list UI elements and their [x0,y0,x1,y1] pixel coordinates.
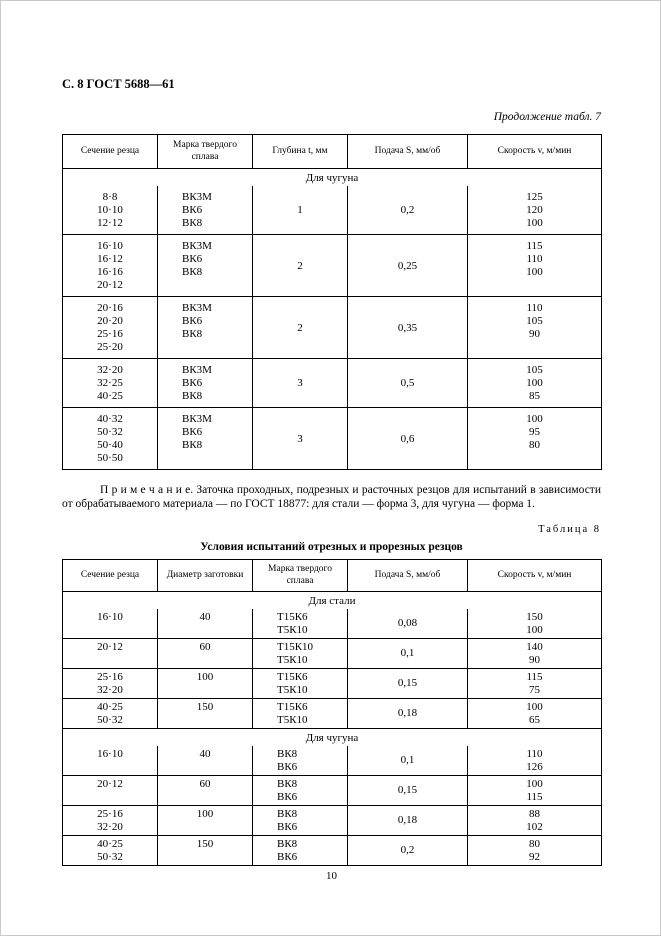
cell-line: Т15К6 [277,611,308,623]
cell-line: ВК8 [182,217,203,229]
table-cell [348,408,468,470]
table-section-label: Для чугуна [305,172,359,184]
cell-line: 102 [526,820,543,833]
cell-line: Т5К10 [277,713,308,726]
cell-line: ВК3М [182,413,212,425]
table-section-label: Для чугуна [63,729,602,747]
table-cell [468,776,602,806]
table-cell [158,699,253,729]
cell-line: 16·16 [97,266,123,278]
table-cell [158,746,253,776]
cell-line: 110 [526,302,543,314]
cell-line: 20·12 [97,641,123,653]
table-8-row [63,746,602,776]
table-8-body [63,592,602,866]
table-cell [348,669,468,699]
table-cell [158,669,253,699]
cell-line: 25·16 [97,328,123,340]
cell-line: 20·12 [97,778,123,790]
table-7-row-group [63,297,602,359]
table-cell [253,639,348,669]
cell-line: 150 [526,611,543,623]
cell-line: 100 [526,217,543,229]
cell-line: 150 [196,701,214,713]
cell-line: 25·16 [97,671,123,683]
table-section-row [63,729,602,747]
cell-line: 0,1 [400,647,415,660]
cell-line: ВК8 [182,328,203,340]
cell-line: ВК3М [182,240,212,252]
document-header: С. 8 ГОСТ 5688—61 [62,77,175,91]
cell-line: ВК8 [277,778,298,790]
table-8-header-row [63,560,602,592]
table-8-row [63,669,602,699]
table-cell [158,806,253,836]
table-cell [253,609,348,639]
column-header-feed: Подача S, мм/об [348,135,468,169]
column-header-mark: Марка твердого сплава [158,135,253,169]
cell-line: ВК8 [182,439,203,451]
cell-line: 2 [297,259,303,272]
column-header-section: Сечение резца [63,560,158,592]
table-8-row [63,806,602,836]
table-cell [348,746,468,776]
table-8-title: Условия испытаний отрезных и прорезных резцов [200,541,463,553]
cell-line: 0,08 [397,617,418,630]
cell-line: 0,1 [400,754,415,767]
cell-line: 0,5 [400,377,415,389]
cell-line: 100 [526,413,543,425]
cell-line: 100 [526,778,543,790]
table-cell [253,746,348,776]
cell-line: 50·50 [97,452,123,464]
cell-line: ВК6 [277,760,298,773]
cell-line: 92 [529,850,540,863]
cell-line: 60 [199,778,211,790]
table-cell [468,609,602,639]
table-7-row-group [63,235,602,297]
cell-line: 40·25 [97,701,123,713]
cell-line: 16·10 [97,611,123,623]
note-paragraph: П р и м е ч а н и е. Заточка проходных, подрезных и расточных резцов для испытаний в зависимости от обрабатываемого материала — по ГОСТ 18877: для стали — форма 3, для чугуна — форма 1. [62,484,601,510]
table-cell [348,186,468,235]
cell-line: 88 [529,808,540,820]
cell-line: ВК8 [182,390,203,402]
table-cell [253,408,348,470]
cell-line: 120 [526,204,543,216]
table-cell [158,639,253,669]
cell-line: ВК6 [182,315,203,327]
cell-line: 32·20 [97,683,123,696]
table-8 [62,559,602,866]
column-header-mark: Марка твердого сплава [253,560,348,592]
cell-line: ВК6 [277,790,298,803]
cell-line: 115 [526,671,543,683]
cell-line: 2 [297,321,303,334]
table-cell [253,359,348,408]
cell-line: 40·25 [97,838,123,850]
table-cell [348,776,468,806]
page-number: 10 [326,870,337,882]
cell-line: 60 [199,641,211,653]
table-cell [348,639,468,669]
cell-line: Т5К10 [277,653,308,666]
cell-line: 125 [526,191,543,203]
table-section-label: Для стали [308,595,356,607]
cell-line: 32·25 [97,377,123,389]
table-cell [348,235,468,297]
cell-line: 0,18 [397,707,418,720]
table-8-label: Таблица 8 [538,524,601,535]
table-cell [63,639,158,669]
column-header-speed: Скорость v, м/мин [468,560,602,592]
cell-line: 50·32 [97,713,123,726]
cell-line: 80 [529,838,540,850]
cell-line: ВК6 [277,850,298,863]
cell-line: 100 [526,266,543,278]
table-8-row [63,609,602,639]
table-cell [468,186,602,235]
cell-line: ВК8 [182,266,203,278]
cell-line: 0,2 [400,204,415,216]
table-cell [63,776,158,806]
table-8-row [63,776,602,806]
table-cell [63,408,158,470]
table-cell [158,609,253,639]
table-cell [158,408,253,470]
table-cell [63,297,158,359]
table-cell [253,669,348,699]
table-cell [158,235,253,297]
cell-line: Т15К6 [277,701,308,713]
cell-line: 90 [529,328,540,340]
cell-line: ВК6 [182,253,203,265]
cell-line: ВК3М [182,191,212,203]
table-cell [253,235,348,297]
cell-line: ВК8 [277,838,298,850]
table-cell [158,297,253,359]
cell-line: ВК6 [182,426,203,438]
table-cell [468,639,602,669]
table-cell [158,836,253,866]
cell-line: 50·32 [97,426,123,438]
table-cell [63,836,158,866]
cell-line: 85 [529,390,540,402]
cell-line: 140 [526,641,543,653]
table-cell [253,776,348,806]
table-8-row [63,639,602,669]
cell-line: 105 [526,315,543,327]
cell-line: 40 [199,611,211,623]
cell-line: 3 [297,377,303,389]
table-cell [253,699,348,729]
cell-line: 0,35 [397,321,418,334]
table-cell [348,609,468,639]
column-header-feed: Подача S, мм/об [348,560,468,592]
table-cell [253,297,348,359]
cell-line: 100 [526,623,543,636]
cell-line: 100 [526,377,543,389]
table-cell [158,186,253,235]
cell-line: ВК6 [182,204,203,216]
cell-line: 75 [529,683,540,696]
cell-line: ВК3М [182,364,212,376]
cell-line: ВК8 [277,748,298,760]
table-cell [253,186,348,235]
table-7 [62,134,602,470]
table-cell [253,836,348,866]
cell-line: 25·20 [97,341,123,353]
cell-line: 80 [529,439,540,451]
table-cell [348,297,468,359]
table-cell [63,359,158,408]
table-cell [63,699,158,729]
cell-line: 16·10 [97,240,123,252]
cell-line: 65 [529,713,540,726]
cell-line: 126 [526,760,543,773]
table-cell [468,297,602,359]
cell-line: 95 [529,426,540,438]
cell-line: ВК6 [182,377,203,389]
table-cell [253,806,348,836]
cell-line: 100 [526,701,543,713]
cell-line: 8·8 [102,191,118,203]
table-cell [158,776,253,806]
table-7-header-row [63,135,602,169]
table-cell [348,836,468,866]
cell-line: 90 [529,653,540,666]
cell-line: 100 [196,671,214,683]
cell-line: 50·40 [97,439,123,451]
table-7-row-group [63,408,602,470]
table-cell [468,806,602,836]
cell-line: 0,15 [397,677,418,690]
cell-line: 50·32 [97,850,123,863]
cell-line: 40·25 [97,390,123,402]
table-cell [468,408,602,470]
cell-line: 20·20 [97,315,123,327]
table-cell [158,359,253,408]
table-7-row-group [63,186,602,235]
cell-line: 110 [526,253,543,265]
table-cell [468,746,602,776]
cell-line: ВК6 [277,820,298,833]
cell-line: 0,2 [400,844,415,857]
cell-line: 0,6 [400,432,415,445]
column-header-section: Сечение резца [63,135,158,169]
column-header-speed: Скорость v, м/мин [468,135,602,169]
cell-line: 105 [526,364,543,376]
table-cell [348,699,468,729]
table-cell [468,836,602,866]
cell-line: 16·10 [97,748,123,760]
table-section-row [63,592,602,610]
table-7-continuation-label: Продолжение табл. 7 [493,111,601,123]
cell-line: 0,15 [397,784,418,797]
cell-line: 115 [526,790,543,803]
cell-line: 40·32 [97,413,123,425]
cell-line: Т5К10 [277,623,308,636]
table-cell [63,235,158,297]
cell-line: 20·16 [97,302,123,314]
cell-line: ВК3М [182,302,212,314]
table-cell [63,186,158,235]
table-8-row [63,836,602,866]
cell-line: 110 [526,748,543,760]
table-cell [348,359,468,408]
table-cell [348,806,468,836]
cell-line: Т15К10 [277,641,314,653]
cell-line: 0,18 [397,814,418,827]
cell-line: 25·16 [97,808,123,820]
cell-line: ВК8 [277,808,298,820]
cell-line: Т15К6 [277,671,308,683]
table-cell [63,806,158,836]
table-cell [63,609,158,639]
table-cell [468,699,602,729]
cell-line: 16·12 [97,253,123,265]
table-8-row [63,699,602,729]
cell-line: 150 [196,838,214,850]
cell-line: 1 [297,204,303,216]
table-7-row-group [63,359,602,408]
table-cell [63,669,158,699]
table-7-body [63,169,602,470]
column-header-diameter: Диаметр заготовки [158,560,253,592]
table-cell [468,235,602,297]
table-cell [63,746,158,776]
cell-line: 40 [199,748,211,760]
cell-line: 3 [297,432,303,445]
cell-line: 32·20 [97,364,123,376]
cell-line: 100 [196,808,214,820]
cell-line: 115 [526,240,543,252]
table-cell [468,359,602,408]
cell-line: 10·10 [97,204,123,216]
cell-line: 0,25 [397,259,418,272]
column-header-depth: Глубина t, мм [253,135,348,169]
table-section-row [63,169,602,187]
cell-line: 12·12 [97,217,123,229]
table-cell [468,669,602,699]
cell-line: Т5К10 [277,683,308,696]
cell-line: 20·12 [97,279,123,291]
cell-line: 32·20 [97,820,123,833]
